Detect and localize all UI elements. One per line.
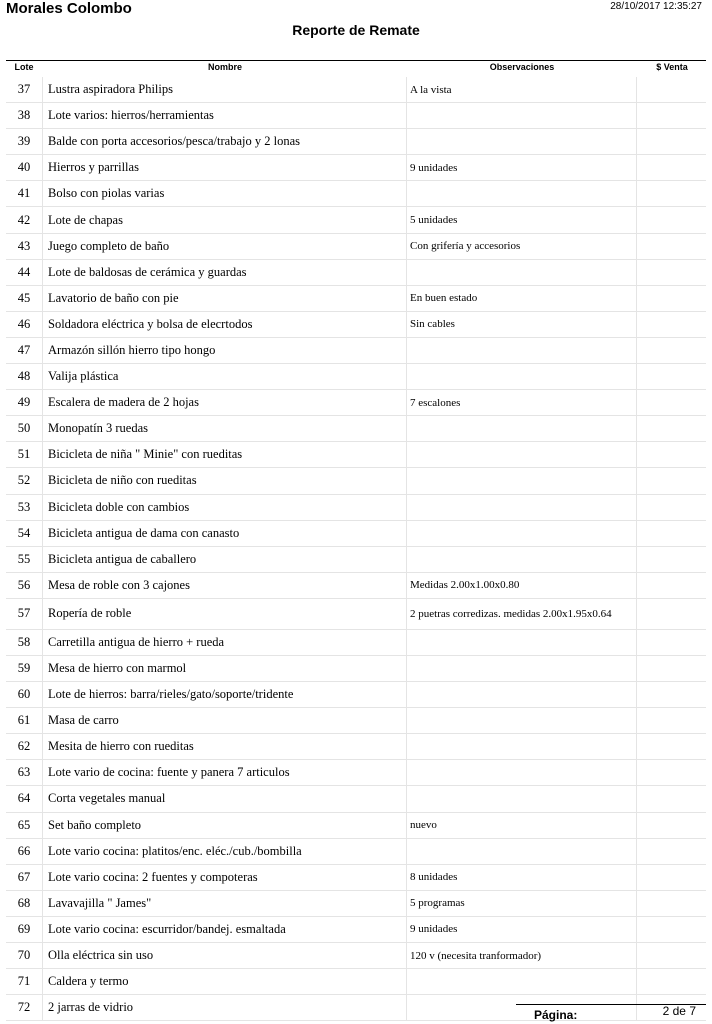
nombre-cell: 2 jarras de vidrio [44,995,407,1020]
table-row [6,129,706,155]
nombre-cell: Lote vario cocina: platitos/enc. eléc./cub./bombilla [44,839,407,864]
report-title: Reporte de Remate [292,22,420,38]
table-row [6,995,706,1021]
observaciones-cell [406,547,637,572]
lote-cell: 68 [6,891,43,916]
auction-table [6,77,706,1021]
column-header-nombre: Nombre [207,62,242,72]
table-row [6,155,706,181]
observaciones-cell [406,338,637,363]
observaciones-cell [406,656,637,681]
observaciones-cell: nuevo [406,813,637,838]
venta-cell [638,708,706,733]
nombre-cell: Lote varios: hierros/herramientas [44,103,407,128]
nombre-cell: Carretilla antigua de hierro + rueda [44,630,407,655]
observaciones-cell [406,495,637,520]
table-row [6,786,706,812]
venta-cell [638,338,706,363]
lote-cell: 62 [6,734,43,759]
lote-cell: 70 [6,943,43,968]
lote-cell: 58 [6,630,43,655]
nombre-cell: Lavavajilla " James" [44,891,407,916]
lote-cell: 56 [6,573,43,598]
nombre-cell: Monopatín 3 ruedas [44,416,407,441]
nombre-cell: Bicicleta de niño con rueditas [44,468,407,493]
observaciones-cell [406,260,637,285]
observaciones-cell [406,103,637,128]
observaciones-cell [406,995,637,1020]
nombre-cell: Escalera de madera de 2 hojas [44,390,407,415]
observaciones-cell: 120 v (necesita tranformador) [406,943,637,968]
report-datetime: 28/10/2017 12:35:27 [610,1,702,12]
lote-cell: 61 [6,708,43,733]
nombre-cell: Olla eléctrica sin uso [44,943,407,968]
nombre-cell: Bicicleta doble con cambios [44,495,407,520]
table-row [6,364,706,390]
observaciones-cell [406,786,637,811]
venta-cell [638,917,706,942]
observaciones-cell [406,442,637,467]
observaciones-cell: 5 unidades [406,207,637,232]
company-name: Morales Colombo [6,0,132,17]
venta-cell [638,682,706,707]
lote-cell: 52 [6,468,43,493]
venta-cell [638,786,706,811]
lote-cell: 69 [6,917,43,942]
lote-cell: 63 [6,760,43,785]
lote-cell: 72 [6,995,43,1020]
nombre-cell: Juego completo de baño [44,234,407,259]
venta-cell [638,599,706,629]
observaciones-cell: 5 programas [406,891,637,916]
table-row [6,708,706,734]
table-row [6,286,706,312]
table-row [6,573,706,599]
table-row [6,865,706,891]
venta-cell [638,155,706,180]
table-row [6,416,706,442]
observaciones-cell [406,521,637,546]
nombre-cell: Bicicleta antigua de caballero [44,547,407,572]
observaciones-cell [406,839,637,864]
nombre-cell: Lavatorio de baño con pie [44,286,407,311]
nombre-cell: Lote vario cocina: 2 fuentes y compoteras [44,865,407,890]
observaciones-cell [406,682,637,707]
column-header-observaciones: Observaciones [489,62,555,72]
venta-cell [638,865,706,890]
venta-cell [638,891,706,916]
lote-cell: 40 [6,155,43,180]
lote-cell: 46 [6,312,43,337]
table-row [6,734,706,760]
venta-cell [638,969,706,994]
table-row [6,760,706,786]
lote-cell: 41 [6,181,43,206]
table-row [6,312,706,338]
nombre-cell: Bicicleta de niña " Minie" con rueditas [44,442,407,467]
table-row [6,338,706,364]
venta-cell [638,547,706,572]
observaciones-cell: A la vista [406,77,637,102]
venta-cell [638,442,706,467]
venta-cell [638,390,706,415]
observaciones-cell: Medidas 2.00x1.00x0.80 [406,573,637,598]
table-row [6,917,706,943]
lote-cell: 60 [6,682,43,707]
lote-cell: 38 [6,103,43,128]
lote-cell: 66 [6,839,43,864]
lote-cell: 55 [6,547,43,572]
column-header-venta: $ Venta [656,62,688,72]
table-row [6,77,706,103]
observaciones-cell [406,708,637,733]
nombre-cell: Hierros y parrillas [44,155,407,180]
nombre-cell: Ropería de roble [44,599,407,629]
nombre-cell: Soldadora eléctrica y bolsa de elecrtodos [44,312,407,337]
table-row [6,234,706,260]
nombre-cell: Armazón sillón hierro tipo hongo [44,338,407,363]
table-row [6,682,706,708]
venta-cell [638,103,706,128]
nombre-cell: Lote de baldosas de cerámica y guardas [44,260,407,285]
lote-cell: 39 [6,129,43,154]
nombre-cell: Balde con porta accesorios/pesca/trabajo y 2 lonas [44,129,407,154]
page-number: 2 de 7 [662,1004,696,1018]
venta-cell [638,77,706,102]
observaciones-cell: 7 escalones [406,390,637,415]
venta-cell [638,286,706,311]
observaciones-cell [406,181,637,206]
lote-cell: 59 [6,656,43,681]
venta-cell [638,495,706,520]
nombre-cell: Mesita de hierro con rueditas [44,734,407,759]
lote-cell: 50 [6,416,43,441]
lote-cell: 67 [6,865,43,890]
nombre-cell: Caldera y termo [44,969,407,994]
nombre-cell: Bicicleta antigua de dama con canasto [44,521,407,546]
observaciones-cell: 9 unidades [406,155,637,180]
table-row [6,969,706,995]
observaciones-cell: Sin cables [406,312,637,337]
venta-cell [638,129,706,154]
nombre-cell: Lustra aspiradora Philips [44,77,407,102]
lote-cell: 51 [6,442,43,467]
nombre-cell: Lote vario de cocina: fuente y panera 7 articulos [44,760,407,785]
table-row [6,630,706,656]
nombre-cell: Lote de chapas [44,207,407,232]
lote-cell: 65 [6,813,43,838]
lote-cell: 57 [6,599,43,629]
lote-cell: 37 [6,77,43,102]
venta-cell [638,813,706,838]
table-row [6,891,706,917]
observaciones-cell: 2 puetras corredizas. medidas 2.00x1.95x0.64 [406,599,637,629]
observaciones-cell [406,468,637,493]
table-row [6,813,706,839]
table-row [6,521,706,547]
nombre-cell: Lote vario cocina: escurridor/bandej. esmaltada [44,917,407,942]
table-row [6,547,706,573]
observaciones-cell: Con grifería y accesorios [406,234,637,259]
observaciones-cell [406,416,637,441]
venta-cell [638,364,706,389]
table-row [6,656,706,682]
observaciones-cell [406,129,637,154]
venta-cell [638,416,706,441]
nombre-cell: Mesa de roble con 3 cajones [44,573,407,598]
venta-cell [638,181,706,206]
venta-cell [638,521,706,546]
lote-cell: 44 [6,260,43,285]
nombre-cell: Set baño completo [44,813,407,838]
table-row [6,103,706,129]
lote-cell: 49 [6,390,43,415]
nombre-cell: Valija plástica [44,364,407,389]
page-label: Página: [534,1008,578,1022]
observaciones-cell: 8 unidades [406,865,637,890]
nombre-cell: Corta vegetales manual [44,786,407,811]
lote-cell: 71 [6,969,43,994]
table-row [6,442,706,468]
venta-cell [638,734,706,759]
table-row [6,839,706,865]
observaciones-cell: En buen estado [406,286,637,311]
table-row [6,181,706,207]
lote-cell: 48 [6,364,43,389]
venta-cell [638,260,706,285]
observaciones-cell: 9 unidades [406,917,637,942]
venta-cell [638,573,706,598]
observaciones-cell [406,760,637,785]
venta-cell [638,630,706,655]
table-row [6,468,706,494]
lote-cell: 45 [6,286,43,311]
nombre-cell: Masa de carro [44,708,407,733]
lote-cell: 64 [6,786,43,811]
observaciones-cell [406,969,637,994]
column-headers [6,62,706,74]
venta-cell [638,656,706,681]
header-divider [6,60,706,61]
venta-cell [638,312,706,337]
nombre-cell: Lote de hierros: barra/rieles/gato/soporte/tridente [44,682,407,707]
nombre-cell: Bolso con piolas varias [44,181,407,206]
venta-cell [638,468,706,493]
observaciones-cell [406,630,637,655]
table-row [6,390,706,416]
venta-cell [638,943,706,968]
venta-cell [638,207,706,232]
lote-cell: 54 [6,521,43,546]
venta-cell [638,234,706,259]
column-header-lote: Lote [14,62,34,72]
observaciones-cell [406,734,637,759]
venta-cell [638,839,706,864]
observaciones-cell [406,364,637,389]
table-row [6,943,706,969]
lote-cell: 42 [6,207,43,232]
table-row [6,495,706,521]
lote-cell: 47 [6,338,43,363]
nombre-cell: Mesa de hierro con marmol [44,656,407,681]
lote-cell: 43 [6,234,43,259]
table-row [6,599,706,630]
lote-cell: 53 [6,495,43,520]
table-row [6,207,706,233]
table-row [6,260,706,286]
venta-cell [638,760,706,785]
